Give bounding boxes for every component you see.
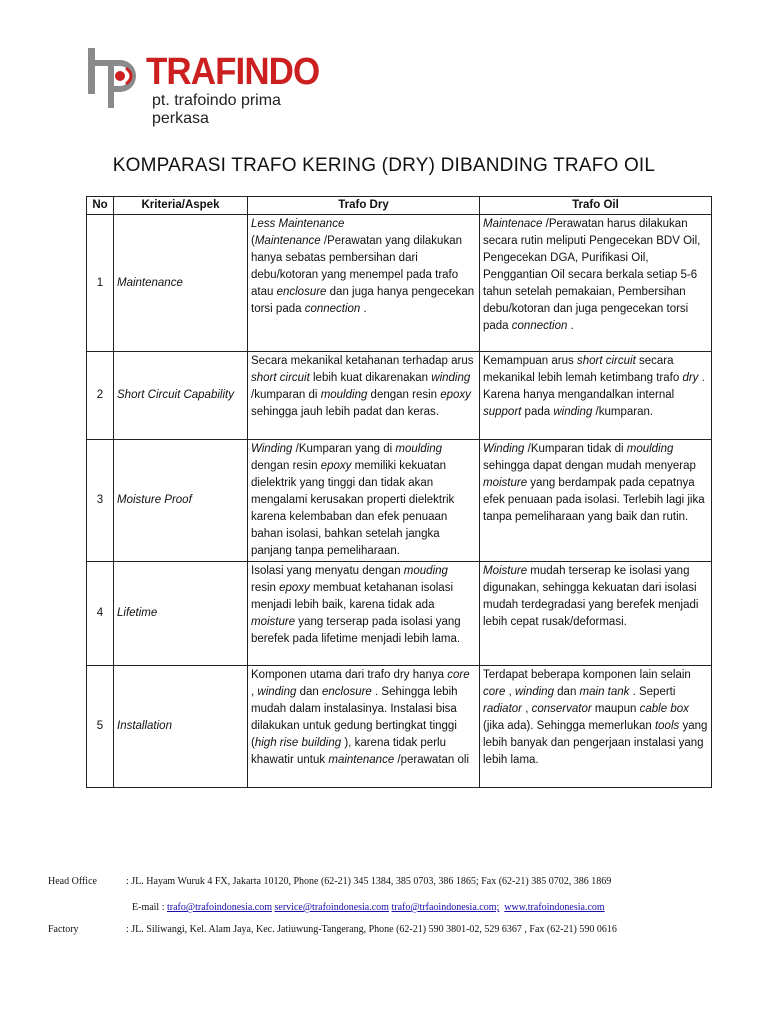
table-row: [87, 352, 712, 440]
email-link-service[interactable]: service@trafoindonesia.com: [274, 902, 389, 913]
email-link-trafo[interactable]: trafo@trafoindonesia.com: [167, 902, 273, 913]
criteria-cell: Lifetime: [114, 562, 248, 666]
cell-text: ,: [251, 686, 258, 698]
italic-term: conservator: [531, 703, 592, 715]
italic-term: moulding: [626, 443, 674, 455]
website-link[interactable]: www.trafoindonesia.com: [504, 902, 605, 913]
italic-term: Maintenance: [254, 235, 321, 247]
cell-text: Terdapat beberapa komponen lain selain: [483, 669, 691, 681]
cell-text: .: [567, 320, 574, 332]
cell-text: Komponen utama dari trafo dry hanya: [251, 669, 448, 681]
italic-term: tools: [654, 720, 680, 732]
company-name: TRAFINDO: [146, 51, 320, 93]
row-number: 3: [87, 440, 114, 562]
cell-text: /Perawatan yang dilakukan hanya sebatas pembersihan dari debu/kotoran yang menempel pada trafo atau: [251, 235, 462, 298]
cell-text: lebih kuat dikarenakan: [309, 372, 432, 384]
column-header-no: No: [87, 197, 114, 215]
italic-term: epoxy: [320, 460, 352, 472]
italic-term: short circuit: [251, 372, 310, 384]
column-header-trafo-dry: Trafo Dry: [248, 197, 480, 215]
cell-text: . Sehingga lebih mudah dalam instalasinya. Instalasi bisa dilakukan untuk gedung bertingkat tinggi (: [251, 686, 458, 749]
italic-term: enclosure: [321, 686, 372, 698]
email-link-trafo-alt[interactable]: trafo@trfaoindonesia.com;: [391, 902, 500, 913]
cell-text: dengan resin: [367, 389, 441, 401]
italic-term: enclosure: [276, 286, 327, 298]
cell-text: yang berdampak pada cepatnya efek penuaan pada isolasi. Terlebih lagi jika tanpa pemeliharaan yang baik dan rutin.: [483, 477, 705, 523]
column-header-criteria: Kriteria/Aspek: [114, 197, 248, 215]
cell-text: ), karena tidak perlu khawatir untuk: [251, 737, 446, 766]
table-row: [87, 666, 712, 788]
cell-text: yang terserap pada isolasi yang berefek pada lifetime menjadi lebih lama.: [251, 616, 461, 645]
factory-label: Factory: [48, 924, 79, 935]
cell-text: Kemampuan arus: [483, 355, 577, 367]
criteria-cell: Moisture Proof: [114, 440, 248, 562]
cell-text: /Perawatan harus dilakukan secara rutin meliputi Pengecekan BDV Oil, Pengecekan DGA, Purifikasi Oil, Penggantian Oil secara berkala setiap 5-6 tahun setelah pemakaian, Pembersihan debu/kotoran dan juga pengecekan torsi pada: [483, 218, 701, 332]
trafo-oil-cell: [480, 666, 712, 788]
cell-text: (: [251, 235, 255, 247]
head-office-label: Head Office: [48, 876, 97, 887]
cell-text: ,: [505, 686, 515, 698]
cell-text: sehingga dapat dengan mudah menyerap: [483, 460, 696, 472]
trafo-dry-cell: [248, 562, 480, 666]
table-header-row: [87, 197, 712, 215]
cell-text: . Karena hanya mengandalkan internal: [483, 372, 705, 401]
italic-term: support: [483, 406, 522, 418]
italic-term: Winding: [483, 443, 525, 455]
table-body: [87, 215, 712, 788]
trafindo-logo-mark-icon: [86, 46, 148, 110]
criteria-cell: Installation: [114, 666, 248, 788]
italic-term: Less Maintenance: [251, 218, 345, 230]
factory-address: : JL. Siliwangi, Kel. Alam Jaya, Kec. Jatiuwung-Tangerang, Phone (62-21) 590 3801-02, 529 6367 , Fax (62-21) 590 0616: [126, 924, 617, 935]
cell-text: dan: [553, 686, 580, 698]
cell-text: mudah terserap ke isolasi yang digunakan, sehingga kekuatan dari isolasi mudah terdegradasi yang berefek menjadi lebih cepat rusak/deformasi.: [483, 565, 699, 628]
italic-term: main tank: [579, 686, 630, 698]
italic-term: winding: [553, 406, 593, 418]
cell-text: pada: [521, 406, 554, 418]
italic-term: mouding: [403, 565, 448, 577]
cell-text: ,: [522, 703, 532, 715]
italic-term: core: [483, 686, 506, 698]
italic-term: moisture: [251, 616, 296, 628]
trafo-dry-cell: [248, 352, 480, 440]
email-label: E-mail :: [132, 902, 167, 913]
italic-term: connection: [304, 303, 361, 315]
cell-text: yang lebih banyak dan pengerjaan instalasi yang lebih lama.: [483, 720, 708, 766]
row-number: 5: [87, 666, 114, 788]
trafo-oil-cell: [480, 562, 712, 666]
trafo-oil-cell: [480, 352, 712, 440]
italic-term: core: [447, 669, 470, 681]
italic-term: epoxy: [279, 582, 310, 594]
row-number: 2: [87, 352, 114, 440]
column-header-trafo-oil: Trafo Oil: [480, 197, 712, 215]
cell-text: dan juga hanya pengecekan torsi pada: [251, 286, 475, 315]
trafo-dry-cell: [248, 440, 480, 562]
italic-term: moisture: [483, 477, 528, 489]
italic-term: cable box: [639, 703, 689, 715]
italic-term: high rise building: [254, 737, 342, 749]
cell-text: resin: [251, 582, 280, 594]
criteria-cell: Maintenance: [114, 215, 248, 352]
italic-term: Maintenace: [483, 218, 543, 230]
cell-text: (jika ada). Sehingga memerlukan: [483, 720, 655, 732]
cell-text: sehingga jauh lebih padat dan keras.: [251, 406, 439, 418]
italic-term: maintenance: [328, 754, 395, 766]
cell-text: /perawatan oli: [394, 754, 470, 766]
document-title: KOMPARASI TRAFO KERING (DRY) DIBANDING TRAFO OIL: [112, 155, 656, 176]
cell-text: /kumparan di: [251, 389, 321, 401]
cell-text: memiliki kekuatan dielektrik yang tinggi dan tidak akan mengalami kerusakan properti dielektrik karena kelembaban dan efek penuaan bahan isolasi, bahkan setelah jangka panjang tanpa pemeliharaan.: [251, 460, 455, 557]
cell-text: Isolasi yang menyatu dengan: [251, 565, 404, 577]
trafo-oil-cell: [480, 440, 712, 562]
cell-text: /Kumparan yang di: [292, 443, 396, 455]
head-office-address: : JL. Hayam Wuruk 4 FX, Jakarta 10120, Phone (62-21) 345 1384, 385 0703, 386 1865; Fax (62-21) 385 0702, 386 1869: [126, 876, 612, 887]
table-row: [87, 440, 712, 562]
italic-term: winding: [514, 686, 554, 698]
cell-text: dan: [296, 686, 322, 698]
cell-text: /kumparan.: [592, 406, 654, 418]
italic-term: dry: [682, 372, 699, 384]
italic-term: epoxy: [440, 389, 471, 401]
cell-text: maupun: [591, 703, 640, 715]
cell-text: .: [360, 303, 367, 315]
cell-text: secara mekanikal lebih lemah ketimbang trafo: [483, 355, 683, 384]
table-row: [87, 562, 712, 666]
italic-term: winding: [257, 686, 297, 698]
cell-text: . Seperti: [629, 686, 676, 698]
criteria-cell: Short Circuit Capability: [114, 352, 248, 440]
trafo-oil-cell: [480, 215, 712, 352]
italic-term: Moisture: [483, 565, 528, 577]
cell-text: dengan resin: [251, 460, 321, 472]
italic-term: short circuit: [576, 355, 636, 367]
italic-term: winding: [431, 372, 471, 384]
cell-text: membuat ketahanan isolasi menjadi lebih baik, karena tidak ada: [251, 582, 454, 611]
company-logo: [86, 46, 336, 127]
comparison-table: [86, 196, 712, 788]
cell-text: Secara mekanikal ketahanan terhadap arus: [251, 355, 474, 367]
trafo-dry-cell: [248, 666, 480, 788]
row-number: 4: [87, 562, 114, 666]
italic-term: moulding: [395, 443, 443, 455]
italic-term: Winding: [251, 443, 293, 455]
cell-text: /Kumparan tidak di: [524, 443, 627, 455]
italic-term: moulding: [320, 389, 368, 401]
footer-email-row: [132, 902, 605, 913]
italic-term: connection: [511, 320, 568, 332]
italic-term: radiator: [483, 703, 522, 715]
trafo-dry-cell: [248, 215, 480, 352]
table-row: [87, 215, 712, 352]
row-number: 1: [87, 215, 114, 352]
company-subtitle: pt. trafoindo prima perkasa: [152, 92, 281, 127]
